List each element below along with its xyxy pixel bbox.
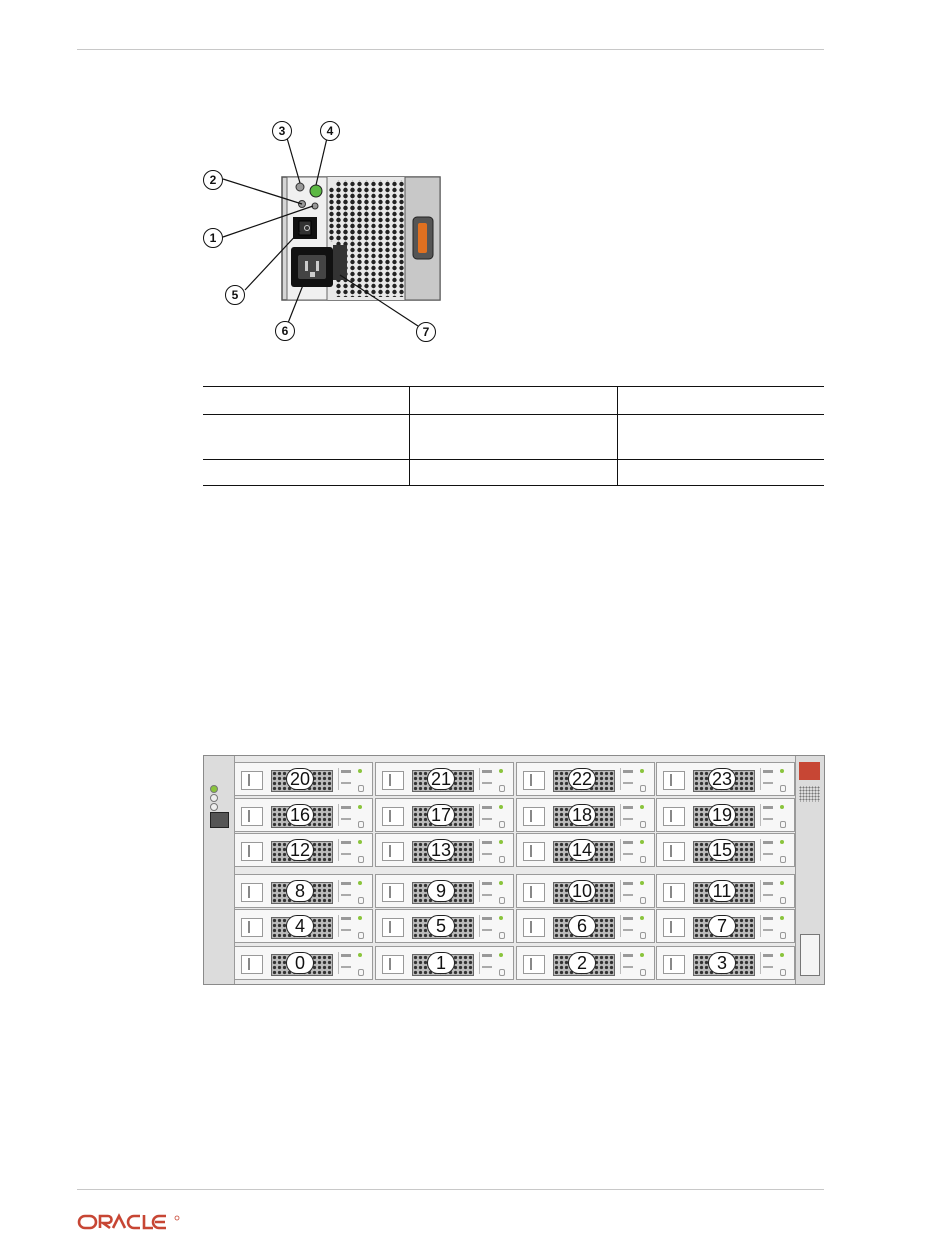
drive-activity-led-icon: [358, 953, 362, 957]
drive-handle[interactable]: [382, 883, 404, 902]
drive-activity-led-icon: [499, 881, 503, 885]
drive-label-tag: [620, 839, 635, 861]
drive-slot-number: 15: [708, 839, 736, 861]
drive-handle[interactable]: [241, 771, 263, 790]
table-cell: [410, 460, 617, 486]
drive-label-tag: [620, 880, 635, 902]
drive-label-tag: [338, 839, 353, 861]
drive-fault-led-icon: [358, 821, 364, 828]
callout-1: 1: [203, 228, 223, 248]
drive-bay[interactable]: [375, 946, 514, 980]
power-led-icon: [210, 785, 218, 793]
drive-fault-led-icon: [640, 856, 646, 863]
drive-bay[interactable]: [234, 762, 373, 796]
drive-handle[interactable]: [241, 807, 263, 826]
drive-slot-number: 18: [568, 804, 596, 826]
footer-rule: [77, 1189, 824, 1190]
drive-activity-led-icon: [499, 953, 503, 957]
drive-slot-number: 21: [427, 768, 455, 790]
drive-handle[interactable]: [382, 807, 404, 826]
drive-activity-led-icon: [640, 881, 644, 885]
drive-handle[interactable]: [241, 883, 263, 902]
drive-bay[interactable]: [656, 909, 795, 943]
drive-bay[interactable]: [656, 833, 795, 867]
drive-fault-led-icon: [780, 856, 786, 863]
drive-handle[interactable]: [663, 807, 685, 826]
drive-activity-led-icon: [499, 769, 503, 773]
psu-figure: [195, 115, 455, 350]
drive-label-tag: [760, 915, 775, 937]
drive-activity-led-icon: [780, 840, 784, 844]
drive-activity-led-icon: [780, 881, 784, 885]
table-cell: [410, 387, 617, 415]
drive-bay[interactable]: [375, 798, 514, 832]
drive-slot-number: 2: [568, 952, 596, 974]
callout-4: 4: [320, 121, 340, 141]
drive-bay[interactable]: [234, 909, 373, 943]
drive-handle[interactable]: [663, 883, 685, 902]
label-card: [800, 934, 820, 976]
drive-activity-led-icon: [640, 805, 644, 809]
drive-label-tag: [338, 804, 353, 826]
callout-7: 7: [416, 322, 436, 342]
drive-slot-number: 9: [427, 880, 455, 902]
drive-slot-number: 0: [286, 952, 314, 974]
drive-bay[interactable]: [375, 833, 514, 867]
drive-fault-led-icon: [640, 969, 646, 976]
storage-shelf-front: [203, 755, 825, 985]
drive-activity-led-icon: [780, 916, 784, 920]
drive-label-tag: [479, 768, 494, 790]
drive-activity-led-icon: [499, 805, 503, 809]
drive-fault-led-icon: [499, 969, 505, 976]
drive-slot-number: 4: [286, 915, 314, 937]
drive-slot-number: 20: [286, 768, 314, 790]
drive-bay[interactable]: [516, 874, 655, 908]
drive-label-tag: [479, 804, 494, 826]
drive-fault-led-icon: [358, 897, 364, 904]
drive-fault-led-icon: [499, 785, 505, 792]
table-cell: [617, 387, 824, 415]
drive-bay[interactable]: [234, 833, 373, 867]
table-cell: [203, 387, 410, 415]
drive-fault-led-icon: [358, 856, 364, 863]
drive-handle[interactable]: [241, 955, 263, 974]
drive-handle[interactable]: [523, 883, 545, 902]
fault-led-icon: [210, 794, 218, 802]
drive-label-tag: [620, 768, 635, 790]
drive-bay[interactable]: [375, 762, 514, 796]
drive-fault-led-icon: [640, 821, 646, 828]
drive-slot-number: 8: [286, 880, 314, 902]
drive-bay[interactable]: [516, 909, 655, 943]
table-header-row: [203, 387, 824, 415]
drive-fault-led-icon: [499, 897, 505, 904]
drive-activity-led-icon: [358, 916, 362, 920]
drive-bay[interactable]: [516, 798, 655, 832]
drive-label-tag: [620, 915, 635, 937]
drive-handle[interactable]: [523, 842, 545, 861]
drive-label-tag: [338, 952, 353, 974]
table-cell: [617, 460, 824, 486]
drive-label-tag: [760, 768, 775, 790]
drive-label-tag: [479, 880, 494, 902]
table-cell: [203, 415, 410, 460]
drive-handle[interactable]: [663, 771, 685, 790]
drive-fault-led-icon: [780, 969, 786, 976]
drive-fault-led-icon: [780, 821, 786, 828]
drive-slot-number: 3: [708, 952, 736, 974]
drive-handle[interactable]: [523, 955, 545, 974]
drive-label-tag: [620, 804, 635, 826]
drive-label-tag: [760, 804, 775, 826]
drive-activity-led-icon: [499, 840, 503, 844]
drive-fault-led-icon: [640, 897, 646, 904]
drive-fault-led-icon: [780, 932, 786, 939]
drive-bay[interactable]: [234, 798, 373, 832]
drive-label-tag: [479, 952, 494, 974]
drive-activity-led-icon: [780, 805, 784, 809]
table-cell: [203, 460, 410, 486]
table-cell: [410, 415, 617, 460]
psu-illustration: [195, 115, 455, 350]
callout-6: 6: [275, 321, 295, 341]
drive-label-tag: [338, 768, 353, 790]
drive-bay[interactable]: [656, 874, 795, 908]
drive-label-tag: [479, 915, 494, 937]
drive-fault-led-icon: [640, 932, 646, 939]
drive-slot-number: 5: [427, 915, 455, 937]
header-rule: [77, 49, 824, 50]
drive-handle[interactable]: [523, 807, 545, 826]
drive-handle[interactable]: [663, 918, 685, 937]
drive-activity-led-icon: [780, 769, 784, 773]
drive-slot-number: 17: [427, 804, 455, 826]
drive-slot-number: 14: [568, 839, 596, 861]
drive-slot-number: 22: [568, 768, 596, 790]
drive-fault-led-icon: [358, 932, 364, 939]
callout-3: 3: [272, 121, 292, 141]
drive-fault-led-icon: [499, 821, 505, 828]
drive-bay[interactable]: [234, 946, 373, 980]
drive-activity-led-icon: [499, 916, 503, 920]
drive-handle[interactable]: [382, 771, 404, 790]
left-ear: [204, 756, 235, 984]
drive-bay[interactable]: [516, 946, 655, 980]
drive-label-tag: [620, 952, 635, 974]
table-row: [203, 460, 824, 486]
drive-handle[interactable]: [241, 918, 263, 937]
drive-slot-number: 23: [708, 768, 736, 790]
drive-fault-led-icon: [780, 897, 786, 904]
drive-label-tag: [760, 839, 775, 861]
drive-bay[interactable]: [656, 798, 795, 832]
drive-activity-led-icon: [358, 805, 362, 809]
drive-bay[interactable]: [234, 874, 373, 908]
drive-handle[interactable]: [663, 842, 685, 861]
callout-2: 2: [203, 170, 223, 190]
drive-bay[interactable]: [375, 874, 514, 908]
callout-5: 5: [225, 285, 245, 305]
callout-table: [203, 386, 824, 486]
drive-fault-led-icon: [640, 785, 646, 792]
drive-fault-led-icon: [780, 785, 786, 792]
drive-slot-number: 16: [286, 804, 314, 826]
brand-badge-icon: [799, 762, 820, 780]
drive-slot-number: 12: [286, 839, 314, 861]
drive-label-tag: [760, 880, 775, 902]
drive-activity-led-icon: [640, 840, 644, 844]
drive-slot-number: 7: [708, 915, 736, 937]
drive-label-tag: [338, 915, 353, 937]
drive-label-tag: [760, 952, 775, 974]
drive-bay[interactable]: [516, 833, 655, 867]
locator-led-icon: [210, 803, 218, 811]
drive-handle[interactable]: [382, 955, 404, 974]
drive-slot-number: 11: [708, 880, 736, 902]
drive-fault-led-icon: [499, 856, 505, 863]
drive-label-tag: [338, 880, 353, 902]
drive-activity-led-icon: [358, 881, 362, 885]
drive-bay[interactable]: [516, 762, 655, 796]
drive-handle[interactable]: [523, 771, 545, 790]
oracle-logo-icon: [77, 1211, 183, 1233]
drive-activity-led-icon: [358, 840, 362, 844]
table-row: [203, 415, 824, 460]
right-ear: [795, 756, 824, 984]
drive-handle[interactable]: [382, 842, 404, 861]
ear-latch: [210, 812, 229, 828]
drive-slot-number: 1: [427, 952, 455, 974]
drive-fault-led-icon: [358, 785, 364, 792]
drive-handle[interactable]: [663, 955, 685, 974]
drive-fault-led-icon: [358, 969, 364, 976]
drive-activity-led-icon: [640, 769, 644, 773]
drive-handle[interactable]: [523, 918, 545, 937]
drive-bay[interactable]: [656, 946, 795, 980]
drive-bay[interactable]: [375, 909, 514, 943]
drive-slot-number: 10: [568, 880, 596, 902]
drive-handle[interactable]: [382, 918, 404, 937]
drive-label-tag: [479, 839, 494, 861]
drive-slot-number: 19: [708, 804, 736, 826]
drive-slot-number: 13: [427, 839, 455, 861]
drive-activity-led-icon: [358, 769, 362, 773]
table-cell: [617, 415, 824, 460]
drive-slot-number: 6: [568, 915, 596, 937]
drive-fault-led-icon: [499, 932, 505, 939]
drive-handle[interactable]: [241, 842, 263, 861]
vent-grid: [799, 786, 820, 802]
drive-activity-led-icon: [640, 953, 644, 957]
drive-activity-led-icon: [640, 916, 644, 920]
drive-bay[interactable]: [656, 762, 795, 796]
drive-activity-led-icon: [780, 953, 784, 957]
